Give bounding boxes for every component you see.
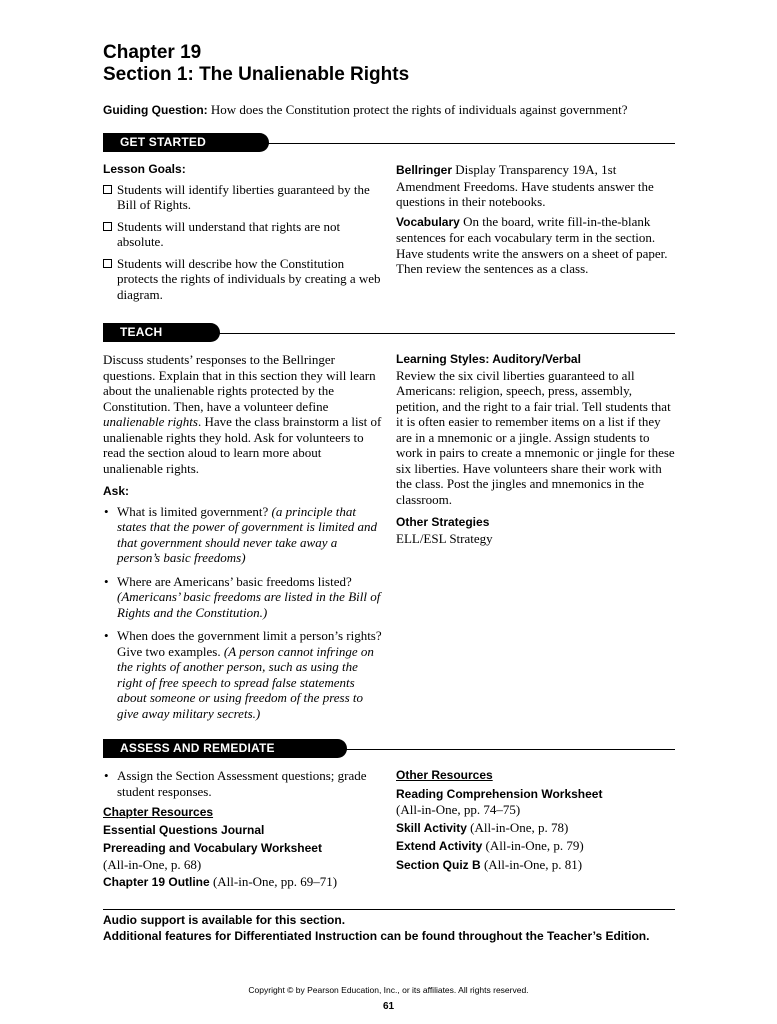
bullet-icon: • [104, 768, 109, 783]
reading-ref: (All-in-One, pp. 74–75) [396, 802, 521, 817]
skill-label: Skill Activity [396, 820, 467, 835]
outline-resource [103, 874, 381, 891]
bullet-icon: • [104, 628, 109, 643]
teach-right-column [396, 352, 675, 550]
bellringer-paragraph [396, 162, 675, 210]
skill-resource [396, 820, 675, 837]
extend-label: Extend Activity [396, 839, 483, 853]
lesson-goal-item [103, 219, 381, 250]
bellringer-text: Display Transparency 19A, 1st Amendment Freedoms. Have students answer the questions in their notebooks. [396, 162, 654, 209]
vocabulary-paragraph [396, 214, 675, 277]
guiding-question [103, 102, 683, 118]
other-strategies-label: Other Strategies [396, 515, 490, 529]
outline-ref: (All-in-One, pp. 69–71) [212, 874, 338, 889]
lesson-goal-item [103, 182, 381, 213]
quiz-ref: (All-in-One, p. 81) [483, 856, 583, 872]
guiding-question-label: Guiding Question: [103, 103, 208, 117]
teach-intro-term: unalienable rights [103, 414, 198, 429]
teach-bar [103, 323, 675, 343]
journal-resource: Essential Questions Journal [103, 822, 265, 837]
bullet-icon: • [104, 503, 109, 519]
prereading-label: Prereading and Vocabulary Worksheet [103, 841, 322, 855]
reading-resource [396, 786, 675, 818]
differentiated-line: Additional features for Differentiated Instruction can be found throughout the Teacher’s Edition. [103, 928, 650, 943]
learning-styles-text: Review the six civil liberties guaranteed to all Americans: religion, speech, press, assembly, petition, and the right to a fair trial. Tell students that it is often easier to remember items on a list if they are in a mnemonic or a jingle. Assign students to work in pairs to create a mnemonic or jingle for these six liberties. Have volunteers share their work with the class. Post the jingles and mnemonics in the classroom. [396, 367, 675, 507]
audio-support-note [103, 913, 675, 944]
teach-left-column [103, 352, 383, 729]
skill-ref: (All-in-One, p. 78) [470, 819, 569, 835]
guiding-question-text: How does the Constitution protect the rights of individuals against government? [210, 102, 628, 117]
teach-label: TEACH [103, 323, 220, 342]
prereading-resource [103, 840, 381, 872]
quiz-resource [396, 857, 675, 874]
ask-label: Ask: [103, 484, 130, 498]
lesson-goals-label: Lesson Goals: [103, 162, 186, 176]
page-title [103, 42, 409, 86]
answer-text: (Americans’ basic freedoms are listed in the Bill of Rights and the Constitution.) [117, 589, 381, 620]
lesson-goal-item [103, 256, 381, 303]
lesson-goal-text: Students will understand that rights are not absolute. [117, 218, 341, 249]
assess-remediate-bar [103, 739, 675, 759]
assess-left-column [103, 768, 381, 891]
lesson-goal-text: Students will describe how the Constitution protects the rights of individuals by creating a web diagram. [117, 255, 381, 302]
audio-line: Audio support is available for this section. [103, 913, 346, 927]
other-resources-label: Other Resources [396, 768, 493, 782]
bullet-icon: • [104, 573, 109, 589]
prereading-ref: (All-in-One, p. 68) [103, 856, 202, 872]
get-started-bar [103, 133, 675, 153]
assessment-text: Assign the Section Assessment questions; grade student responses. [117, 768, 367, 799]
vocabulary-text: On the board, write fill-in-the-blank sentences for each vocabulary term in the section. Have students write the answers on a sheet of paper. Then review the sentences as a class. [396, 213, 668, 276]
answer-text: (a principle that states that the power of government is limited and that government should never take away a person’s basic freedoms) [117, 503, 377, 565]
reading-label: Reading Comprehension Worksheet [396, 786, 603, 801]
get-started-label: GET STARTED [103, 133, 269, 152]
checkbox-icon [103, 222, 112, 231]
chapter-heading: Chapter 19 [103, 42, 202, 63]
question-text: Where are Americans’ basic freedoms listed? [117, 573, 352, 589]
other-strategies-text: ELL/ESL Strategy [396, 530, 493, 546]
teach-intro-text: . Have the class brainstorm a list of unalienable rights they hold. Ask for volunteers to read the section aloud to learn more about unalienable rights. [103, 414, 382, 476]
extend-resource [396, 838, 675, 855]
answer-text: (A person cannot infringe on the rights of another person, such as using the right of free speech to spread false statements about someone or using freedom of the press to give away military secrets.) [117, 643, 374, 721]
checkbox-icon [103, 259, 112, 268]
question-item [103, 504, 383, 566]
footer-rule [103, 909, 675, 910]
assessment-item [103, 768, 381, 799]
copyright-notice: Copyright © by Pearson Education, Inc., or its affiliates. All rights reserved. [248, 985, 529, 995]
lesson-goals-column [103, 162, 381, 308]
checkbox-icon [103, 185, 112, 194]
bellringer-label: Bellringer [396, 163, 453, 177]
question-item [103, 628, 383, 721]
teach-intro [103, 352, 383, 476]
question-text: What is limited government? [117, 503, 269, 519]
section-heading: Section 1: The Unalienable Rights [103, 64, 410, 85]
question-item [103, 574, 383, 621]
assess-remediate-label: ASSESS AND REMEDIATE [103, 739, 347, 758]
lesson-goal-text: Students will identify liberties guaranteed by the Bill of Rights. [117, 181, 370, 212]
assess-right-column [396, 768, 675, 873]
learning-styles-label: Learning Styles: Auditory/Verbal [396, 352, 581, 366]
extend-ref: (All-in-One, p. 79) [485, 838, 584, 853]
page-number: 61 [382, 1001, 395, 1012]
quiz-label: Section Quiz B [396, 857, 481, 872]
outline-label: Chapter 19 Outline [103, 875, 210, 889]
bellringer-column [396, 162, 675, 281]
teach-intro-text: Discuss students’ responses to the Bellringer questions. Explain that in this section they will learn about the unalienable rights protected by the Constitution. Then, have a volunteer define [103, 352, 376, 414]
chapter-resources-label: Chapter Resources [103, 805, 214, 819]
vocabulary-label: Vocabulary [396, 214, 460, 229]
question-text: When does the government limit a person’s rights? Give two examples. [117, 628, 382, 659]
